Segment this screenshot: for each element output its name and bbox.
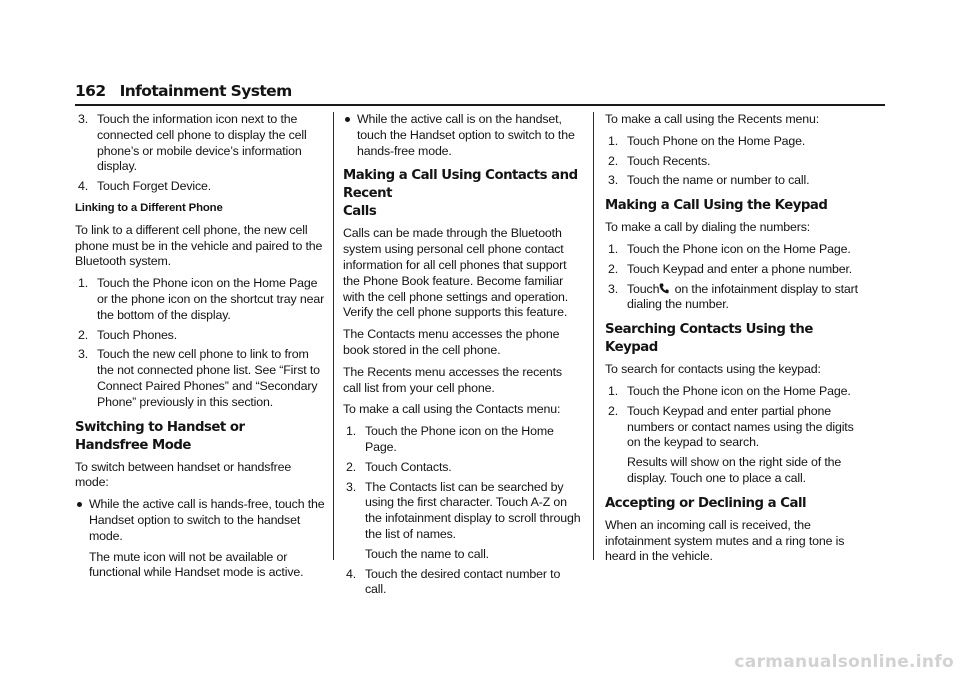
paragraph: Results will show on the right side of the display. Touch one to place a call. (627, 455, 842, 485)
paragraph: To make a call by dialing the numbers: (605, 220, 811, 235)
heading-accept-decline: Accepting or Declining a Call (605, 495, 807, 511)
paragraph: To make a call using the Recents menu: (605, 112, 820, 126)
list-item: 2. Touch Phones. (78, 327, 178, 342)
list-item: 1. Touch Phone on the Home Page. (608, 133, 806, 148)
page-number: 162 (75, 82, 106, 100)
header-rule (75, 104, 885, 106)
paragraph: To switch between handset or handsfree mode: (75, 459, 292, 490)
watermark: carmanualsonline.info (734, 652, 954, 672)
column-middle (343, 112, 583, 602)
list-item: 1. Touch the Phone icon on the Home Page or the phone icon on the shortcut tray near the bottom of the display. (78, 276, 325, 322)
column-left (75, 112, 325, 587)
paragraph: To link to a different cell phone, the new cell phone must be in the vehicle and paired to the Bluetooth system. (75, 222, 323, 269)
page-header (75, 82, 292, 100)
list-item: 4. Touch Forget Device. (78, 179, 212, 194)
list-item: 4. Touch the desired contact number to call. (346, 566, 561, 597)
list-item: 1. Touch the Phone icon on the Home Page. (608, 241, 851, 256)
paragraph: To make a call using the Contacts menu: (343, 402, 561, 417)
paragraph: The Contacts menu accesses the phone book stored in the cell phone. (343, 327, 560, 357)
paragraph: The mute icon will not be available or functional while Handset mode is active. (89, 549, 304, 580)
list-item: 3. Touch the information icon next to the connected cell phone to display the cell phone’s or mobile device’s information display. (78, 112, 307, 174)
column-divider (593, 112, 594, 560)
list-item: 2. Touch Contacts. (346, 459, 452, 474)
subheading-linking: Linking to a Different Phone (75, 201, 223, 214)
column-divider (333, 112, 334, 560)
bullet-item: While the active call is hands-free, touch the Handset option to switch to the handset mode. (75, 497, 325, 544)
heading-contacts-recent: Making a Call Using Contacts and Recent Calls (343, 168, 578, 220)
list-item: 3. The Contacts list can be searched by using the first character. Touch A-Z on the infotainment display to scroll through the list of names. (346, 479, 581, 541)
list-item: 2. Touch Keypad and enter partial phone numbers or contact names using the digits on the keypad to search. (608, 403, 854, 450)
bullet-item: While the active call is on the handset, touch the Handset option to switch to the hands-free mode. (343, 112, 583, 159)
paragraph: Touch the name to call. (365, 546, 489, 561)
list-item: 3. Touch the name or number to call. (608, 173, 810, 188)
paragraph: When an incoming call is received, the infotainment system mutes and a ring tone is heard in the vehicle. (605, 517, 845, 564)
list-item: 2. Touch Keypad and enter a phone number. (608, 261, 853, 276)
heading-search-contacts: Searching Contacts Using the Keypad (605, 322, 813, 356)
list-item: 3. Touch the new cell phone to link to from the not connected phone list. See “First to Connect Paired Phones” and “Secondary Phone” previously in this section. (78, 347, 320, 409)
section-title: Infotainment System (119, 82, 292, 100)
heading-keypad: Making a Call Using the Keypad (605, 198, 828, 214)
bullet-icon (345, 117, 350, 122)
bullet-icon (77, 502, 82, 507)
paragraph: The Recents menu accesses the recents call list from your cell phone. (343, 364, 562, 395)
phone-call-icon (659, 283, 669, 294)
list-item: 3. Touch on the infotainment display to start dialing the number. (608, 281, 858, 312)
list-item: 1. Touch the Phone icon on the Home Page. (608, 383, 851, 398)
heading-handset-mode: Switching to Handset or Handsfree Mode (75, 419, 245, 453)
paragraph: To search for contacts using the keypad: (605, 362, 821, 377)
column-right (605, 112, 860, 571)
list-item: 1. Touch the Phone icon on the Home Page. (346, 424, 554, 454)
paragraph: Calls can be made through the Bluetooth system using personal cell phone contact information for all cell phones that support the Phone Book feature. Become familiar with the cell phone settings and operation. Verify the cell phone supports this feature. (343, 226, 568, 320)
list-item: 2. Touch Recents. (608, 153, 711, 168)
